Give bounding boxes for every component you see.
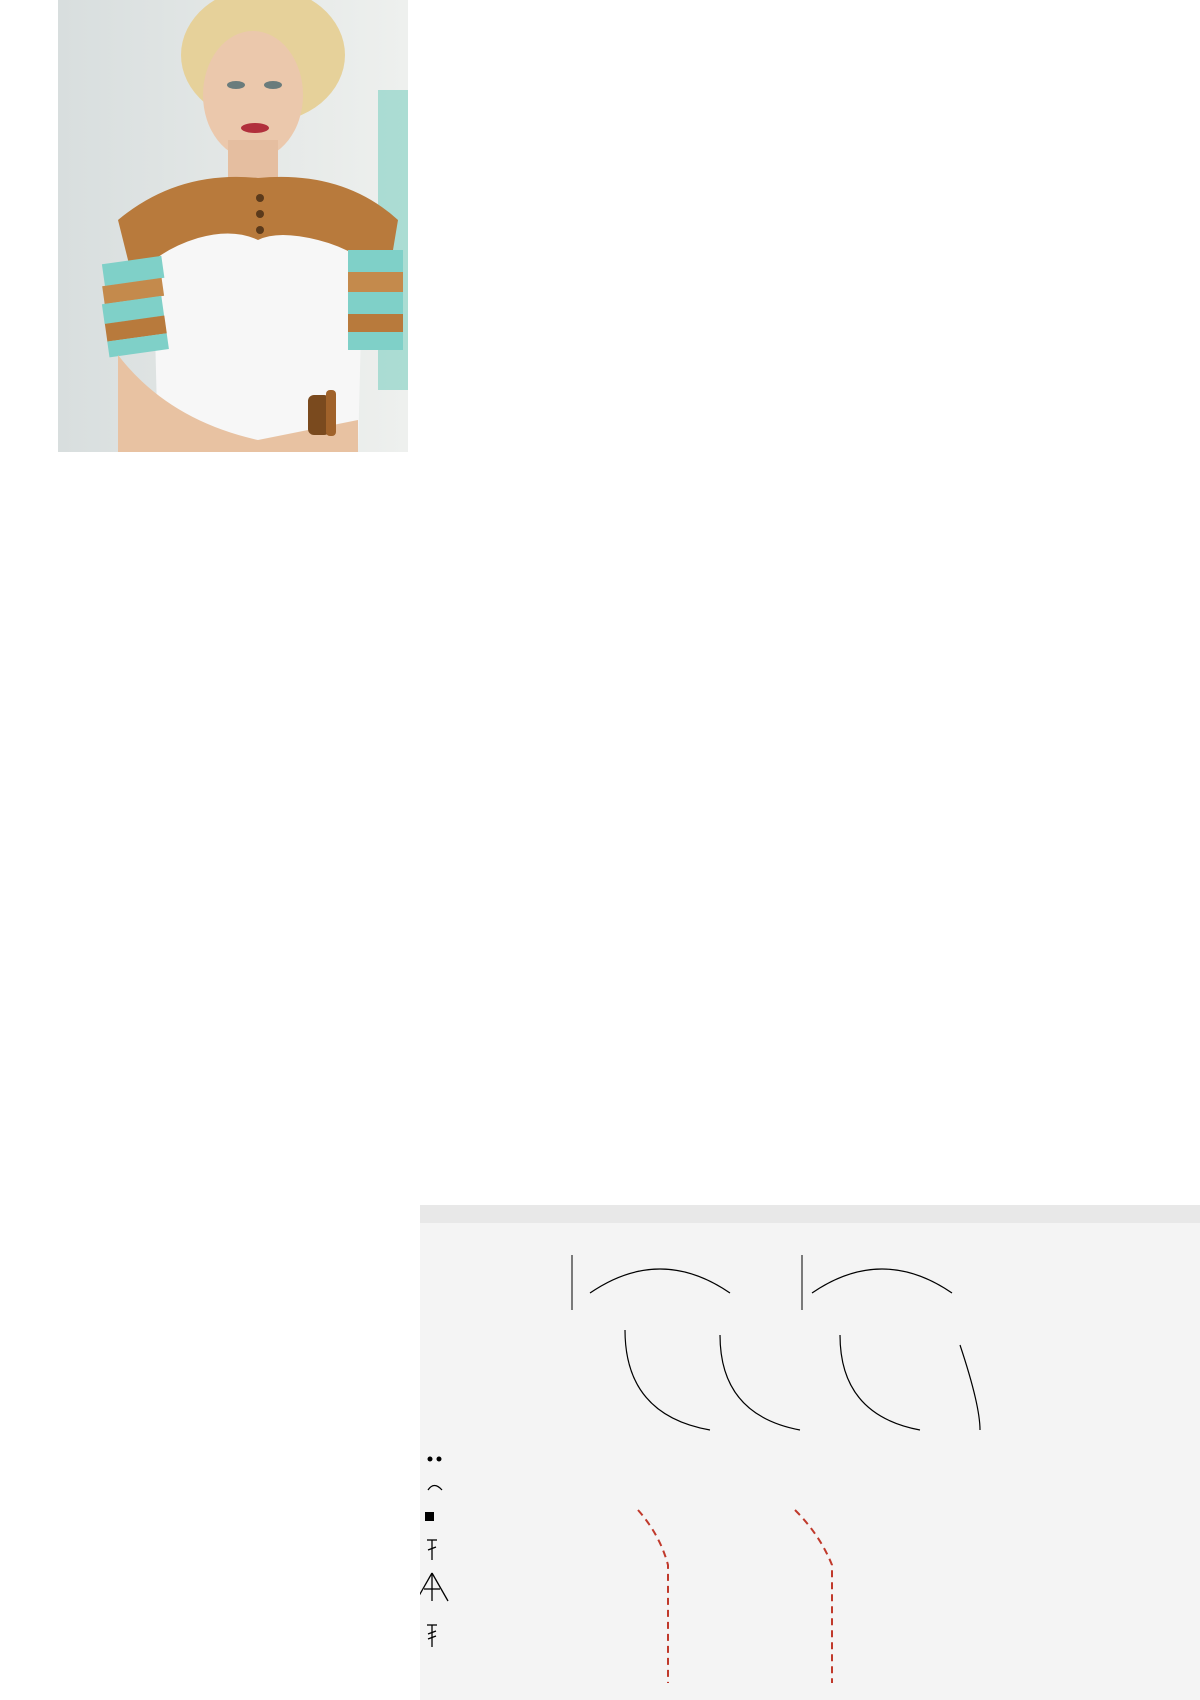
column-1 (66, 452, 404, 544)
column-2 (442, 12, 780, 81)
chain-stitch-icon (428, 1457, 433, 1462)
model-photo (58, 0, 408, 452)
crochet-chart (420, 1205, 1200, 1700)
single-crochet-icon (425, 1512, 434, 1521)
column-3 (822, 31, 1158, 123)
